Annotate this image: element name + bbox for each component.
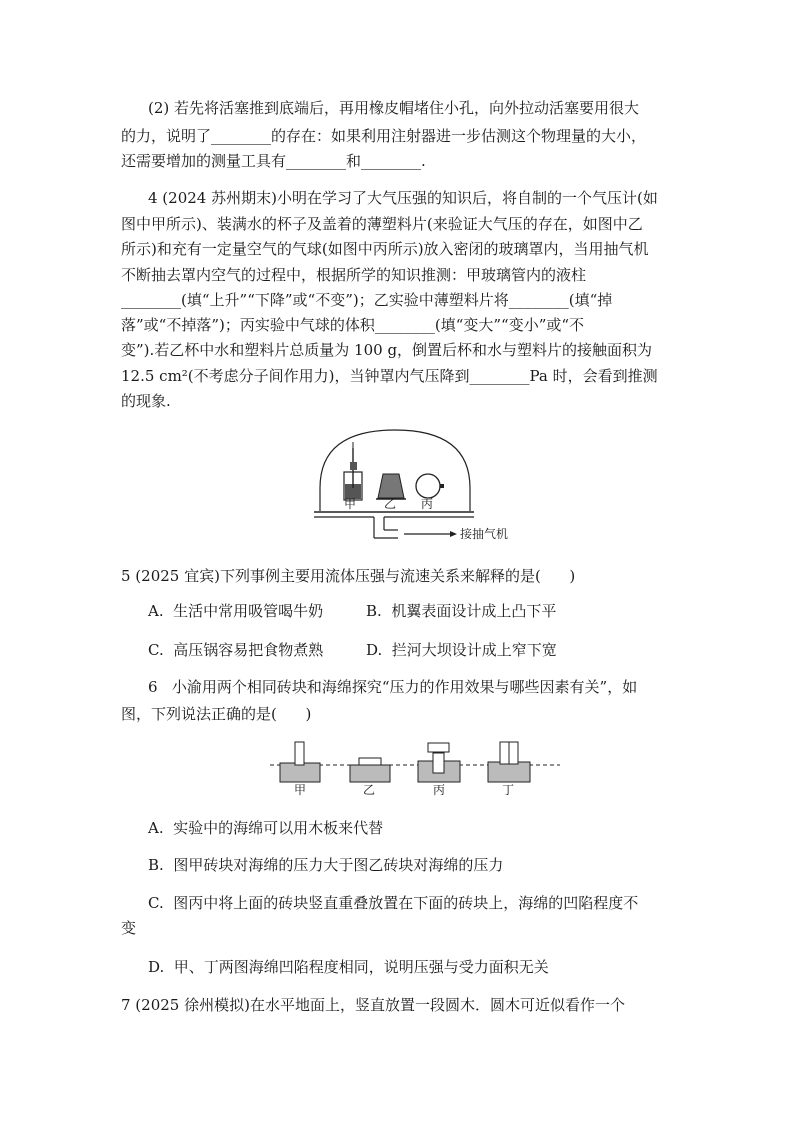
- q3-part2-line1: (2) 若先将活塞推到底端后，再用橡皮帽堵住小孔，向外拉动活塞要用很大: [148, 99, 640, 117]
- sponge-ding: [488, 742, 530, 782]
- q6-option-c-line2: 变: [121, 919, 137, 937]
- sponge-jia: [280, 742, 320, 782]
- q4-line7: 变”).若乙杯中水和塑料片总质量为 100 g，倒置后杯和水与塑料片的接触面积为: [121, 341, 653, 359]
- q6-option-c-line1: C. 图丙中将上面的砖块竖直重叠放置在下面的砖块上，海绵的凹陷程度不: [148, 894, 639, 912]
- q4-line4: 不断抽去罩内空气的过程中，根据所学的知识推测：甲玻璃管内的液柱: [121, 266, 587, 284]
- bell-jar-figure: [310, 428, 510, 540]
- q4-line1: 4 (2024 苏州期末)小明在学习了大气压强的知识后，将自制的一个气压计(如: [148, 189, 658, 207]
- q3-part2-line3: 还需要增加的测量工具有________和________.: [121, 152, 426, 170]
- q6-line1: 6 小渝用两个相同砖块和海绵探究“压力的作用效果与哪些因素有关”，如: [148, 678, 638, 696]
- q4-line5: ________(填“上升”“下降”或“不变”)；乙实验中薄塑料片将________(填“掉: [121, 291, 613, 309]
- q3-part2-line2: 的力，说明了________的存在：如果利用注射器进一步估测这个物理量的大小，: [121, 127, 647, 145]
- q4-line6: 落”或“不掉落”)；丙实验中气球的体积________(填“变大”“变小”或“不: [121, 316, 585, 334]
- q4-line2: 图中甲所示)、装满水的杯子及盖着的薄塑料片(来验证大气压的存在，如图中乙: [121, 215, 643, 233]
- q5-option-a: A. 生活中常用吸管喝牛奶: [148, 602, 324, 620]
- q6-option-d: D. 甲、丁两图海绵凹陷程度相同，说明压强与受力面积无关: [148, 958, 549, 976]
- sponge-figure: [270, 738, 560, 798]
- sponge-bing: [418, 743, 460, 782]
- q6-option-a: A. 实验中的海绵可以用木板来代替: [148, 819, 384, 837]
- fig4-label-pump: 接抽气机: [460, 527, 509, 541]
- q6-line2: 图，下列说法正确的是( ): [121, 705, 312, 723]
- q4-line3: 所示)和充有一定量空气的气球(如图中丙所示)放入密闭的玻璃罩内，当用抽气机: [121, 240, 649, 258]
- fig4-label-bing: 丙: [421, 497, 434, 511]
- q5-option-b: B. 机翼表面设计成上凸下平: [366, 602, 557, 620]
- q4-line8: 12.5 cm²(不考虑分子间作用力)，当钟罩内气压降到________Pa 时，会看到推测: [121, 367, 658, 385]
- barometer-bottle: [344, 442, 362, 500]
- sponge-yi: [350, 758, 390, 782]
- fig4-label-yi: 乙: [384, 497, 397, 511]
- q7-line1: 7 (2025 徐州模拟)在水平地面上，竖直放置一段圆木．圆木可近似看作一个: [121, 996, 625, 1014]
- fig4-label-jia: 甲: [344, 497, 357, 511]
- fig6-label-bing: 丙: [433, 783, 446, 797]
- q4-line9: 的现象.: [121, 392, 171, 410]
- fig6-label-yi: 乙: [363, 783, 376, 797]
- q5-option-c: C. 高压锅容易把食物煮熟: [148, 641, 324, 659]
- q5-stem: 5 (2025 宜宾)下列事例主要用流体压强与流速关系来解释的是( ): [121, 567, 576, 585]
- q5-option-d: D. 拦河大坝设计成上窄下宽: [366, 641, 557, 659]
- q6-option-b: B. 图甲砖块对海绵的压力大于图乙砖块对海绵的压力: [148, 856, 504, 874]
- fig6-label-jia: 甲: [294, 783, 307, 797]
- fig6-label-ding: 丁: [502, 783, 515, 797]
